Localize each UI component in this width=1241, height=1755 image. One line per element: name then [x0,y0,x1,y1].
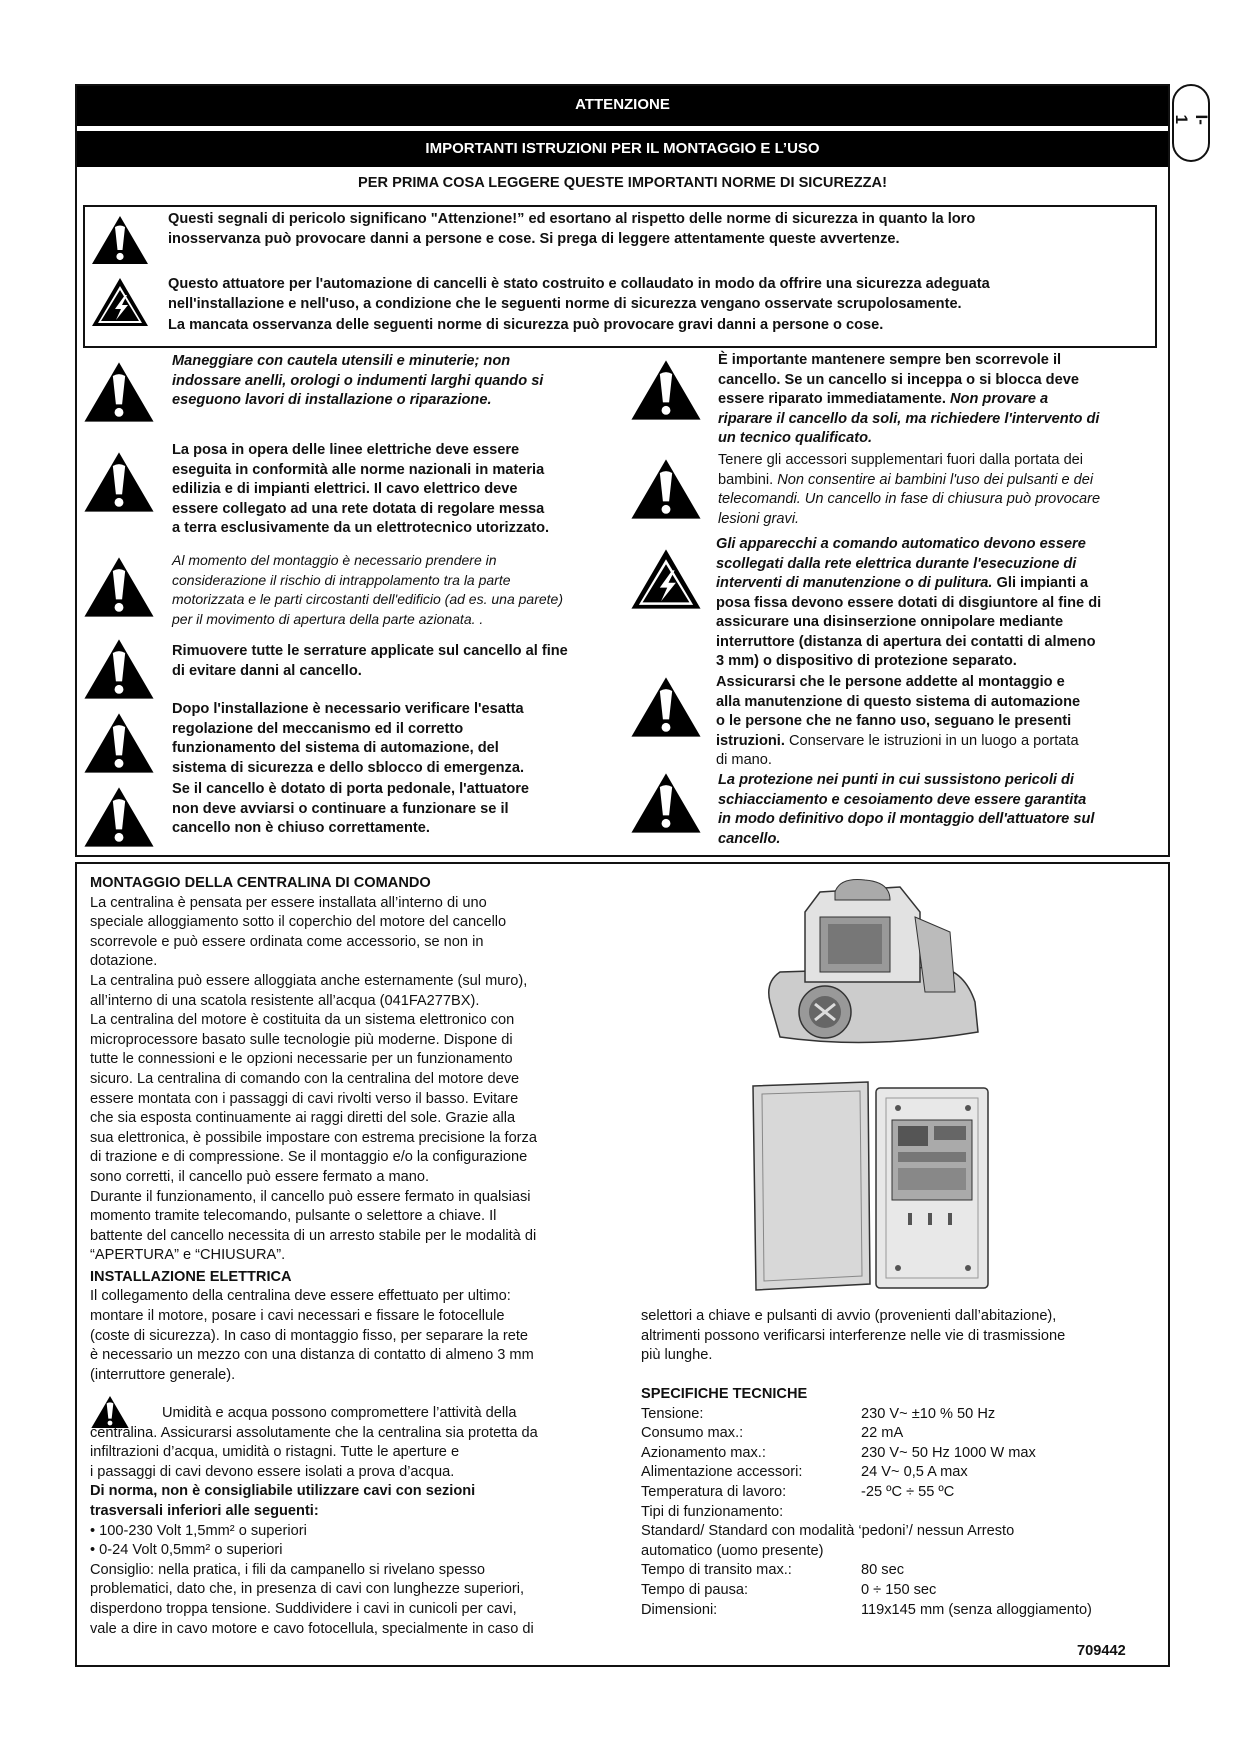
mount-section: MONTAGGIO DELLA CENTRALINA DI COMANDO La centralina è pensata per essere installata all’interno di uno speciale alloggiamento sotto il coperchio del motore del cancello scorrevole e può essere ordinata come accessorio, se non in dotazione. La centralina può essere alloggiata anche esternamente (sul muro), all’interno di una scatola resistente all’acqua (041FA277BX). La centralina del motore è costituita da un sistema elettronico con microprocessore basato sulle tecnologie più moderne. Dispone di tutte le connessioni e le opzioni necessarie per un funzionamento sicuro. La centralina di comando con la centralina del motore deve essere montata con i passaggi di cavi rivolti verso il basso. Evitare che sia esposta continuamente ai raggi diretti del sole. Grazie alla sua elettronica, è possibile impostare con estrema precisione la forza di trazione e di compressione. Se il montaggio e/o la configurazione sono corretti, il cancello può essere fermato a mano. Durante il funzionamento, il cancello può essere fermato in qualsiasi momento tramite telecomando, pulsante o selettore a chiave. Il battente del cancello necessita di un arresto stabile per le modalità di “APERTURA” e “CHIUSURA”. INSTALLAZIONE ELETTRICA Il collegamento della centralina deve essere effettuato per ultimo: montare il motore, posare i cavi necessari e fissare le fotocellule (coste di sicurezza). In caso di montaggio fisso, per separare la rete è necessario un mezzo con una distanza di contatto di almeno 3 mm (interruttore generale). [90,874,610,1385]
warning-pedestrian-door: Se il cancello è dotato di porta pedonale, l'attuatore non deve avviarsi o continuare a funzionare se il cancello non è chiuso correttamente. [172,781,530,836]
warning-disconnect: Gli apparecchi a comando automatico devono essere scollegati dalla rete elettrica durante l'esecuzione di interventi di manutenzione o di pulitura. Gli impianti a posa fissa devono essere dotati di disgiuntore al fine di assicurare una disinserzione onnipolare mediante interruttore (distanza di apertura dei contatti di almeno 3 mm) o dispositivo di protezione separato. [716,536,1102,669]
spec-row: Tensione: 230 V~ ±10 % 50 Hz [641,1405,996,1422]
warning-icon [82,550,156,624]
page-tab [1172,84,1210,162]
electric-shock-icon [90,272,150,332]
warning-icon [82,780,156,854]
warning-children: Tenere gli accessori supplementari fuori dalla portata dei bambini. Non consentire ai bambini l'uso dei pulsanti e dei telecomandi. Un cancello in fase di chiusura può provocare lesioni gravi. [718,452,1101,527]
intro-signs-text: Questi segnali di pericolo significano "Attenzione!” ed esortano al rispetto delle norme di sicurezza in quanto la loro inosservanza può provocare danni a persone e cose. Si prega di leggere attentamente queste avvertenze. [168,211,976,247]
spec-row: Azionamento max.: 230 V~ 50 Hz 1000 W max [641,1444,1036,1461]
warning-crushing: La protezione nei punti in cui sussistono pericoli di schiacciamento e cesoiamento deve essere garantita in modo definitivo dopo il montaggio dell'attuatore sul cancello. [718,772,1095,847]
electric-continued: selettori a chiave e pulsanti di avvio (provenienti dall’abitazione), altrimenti possono verificarsi interferenze nelle vie di trasmissione più lunghe. [641,1308,1066,1364]
specs-title: SPECIFICHE TECNICHE [641,1386,808,1402]
specs-section: SPECIFICHE TECNICHE Tensione: 230 V~ ±10 % 50 Hz Consumo max.: 22 mA Azionamento max.: 230 V~ 50 Hz 1000 W max Alimentazione accessori: 24 V~ 0,5 A max Temperatura di lavoro: -25 ºC ÷ 55 ºC Tipi di funzionamento: Standard/ Standard con modalità ‘pedoni’/ nessun Arresto automatico (uomo presente) Tempo di transito max.: 80 sec Tempo di pausa: 0 ÷ 150 sec Dimensioni: 119x145 mm (senza alloggiamento) [641,1385,1161,1620]
warning-follow-instructions: Assicurarsi che le persone addette al montaggio e alla manutenzione di questo sistema di automazione o le persone che ne fanno uso, seguano le presenti istruzioni. Conservare le istruzioni in un luogo a portata di mano. [716,674,1081,768]
warning-icon [629,766,703,840]
humidity-section: Umidità e acqua possono compromettere l’attività della centralina. Assicurarsi assolutamente che la centralina sia protetta da infiltrazioni d’acqua, umidità o ristagni. Tutte le aperture e i passaggi di cavi devono essere isolati a prova d’acqua. Di norma, non è consigliabile utilizzare cavi con sezioni trasversali inferiori alle seguenti: • 100-230 Volt 1,5mm² o superiori • 0-24 Volt 0,5mm² o superiori Consiglio: nella pratica, i fili da campanello si rivelano spesso problematici, dato che, in presenza di cavi con lunghezze superiori, disperdono troppa tensione. Suddividere i cavi in cunicoli per cavi, vale a dire in cavo motore e cavo fotocellula, specialmente in caso di [90,1405,538,1637]
warning-icon [82,706,156,780]
spec-row: Tempo di pausa: 0 ÷ 150 sec [641,1581,937,1598]
warning-gate-sliding: È importante mantenere sempre ben scorrevole il cancello. Se un cancello si inceppa o si blocca deve essere riparato immediatamente. Non provare a riparare il cancello da soli, ma richiedere l'intervento di un tecnico qualificato. [718,352,1100,446]
electric-title: INSTALLAZIONE ELETTRICA [90,1268,292,1285]
control-box-illustration [748,1078,998,1292]
warning-icon [82,355,156,429]
warning-tools: Maneggiare con cautela utensili e minuterie; non indossare anelli, orologi o indumenti larghi quando si eseguono lavori di installazione o riparazione. [172,353,544,408]
warning-entrapment: Al momento del montaggio è necessario prendere in considerazione il rischio di intrappolamento tra la parte motorizzata e le parti circostanti dell'edificio (ad es. una parete) per il movimento di apertura della parte azionata. . [172,552,563,627]
read-first-heading: PER PRIMA COSA LEGGERE QUESTE IMPORTANTI NORME DI SICUREZZA! [358,175,887,191]
warning-verify: Dopo l'installazione è necessario verificare l'esatta regolazione del meccanismo ed il corretto funzionamento del sistema di automazione, del sistema di sicurezza e dello sblocco di emergenza. [172,701,525,776]
electric-shock-icon [629,542,703,616]
instructions-bar: IMPORTANTI ISTRUZIONI PER IL MONTAGGIO E L’USO [75,131,1170,167]
warning-locks: Rimuovere tutte le serrature applicate sul cancello al fine di evitare danni al cancello. [172,643,568,679]
warning-icon [629,353,703,427]
warning-icon [82,445,156,519]
warning-electric-lines: La posa in opera delle linee elettriche deve essere eseguita in conformità alle norme nazionali in materia edilizia e di impianti elettrici. Il cavo elettrico deve essere collegato ad una rete dotata di regolare messa a terra esclusivamente da un elettrotecnico utorizzato. [172,442,550,536]
warning-icon [629,452,703,526]
document-code: 709442 [1077,1643,1126,1659]
mount-title: MONTAGGIO DELLA CENTRALINA DI COMANDO [90,875,431,891]
intro-failure-text: La mancata osservanza delle seguenti norme di sicurezza può provocare gravi danni a persone o cose. [168,317,884,333]
attention-bar: ATTENZIONE [75,84,1170,126]
spec-row: Dimensioni: 119x145 mm (senza alloggiamento) [641,1601,1092,1618]
spec-row: Alimentazione accessori: 24 V~ 0,5 A max [641,1464,968,1481]
warning-icon [629,670,703,744]
motor-unit-illustration [750,872,990,1052]
spec-row: Consumo max.: 22 mA [641,1425,904,1442]
spec-row: Temperatura di lavoro: -25 ºC ÷ 55 ºC [641,1483,955,1500]
spec-row: Tempo di transito max.: 80 sec [641,1562,904,1579]
page-tab-label: I-1 [1172,114,1211,125]
warning-icon [90,210,150,270]
warning-icon [82,632,156,706]
intro-actuator-text: Questo attuatore per l'automazione di cancelli è stato costruito e collaudato in modo da offrire una sicurezza adeguata nell'installazione e nell'uso, a condizione che le seguenti norme di sicurezza vengano osservate scrupolosamente. [168,276,990,312]
